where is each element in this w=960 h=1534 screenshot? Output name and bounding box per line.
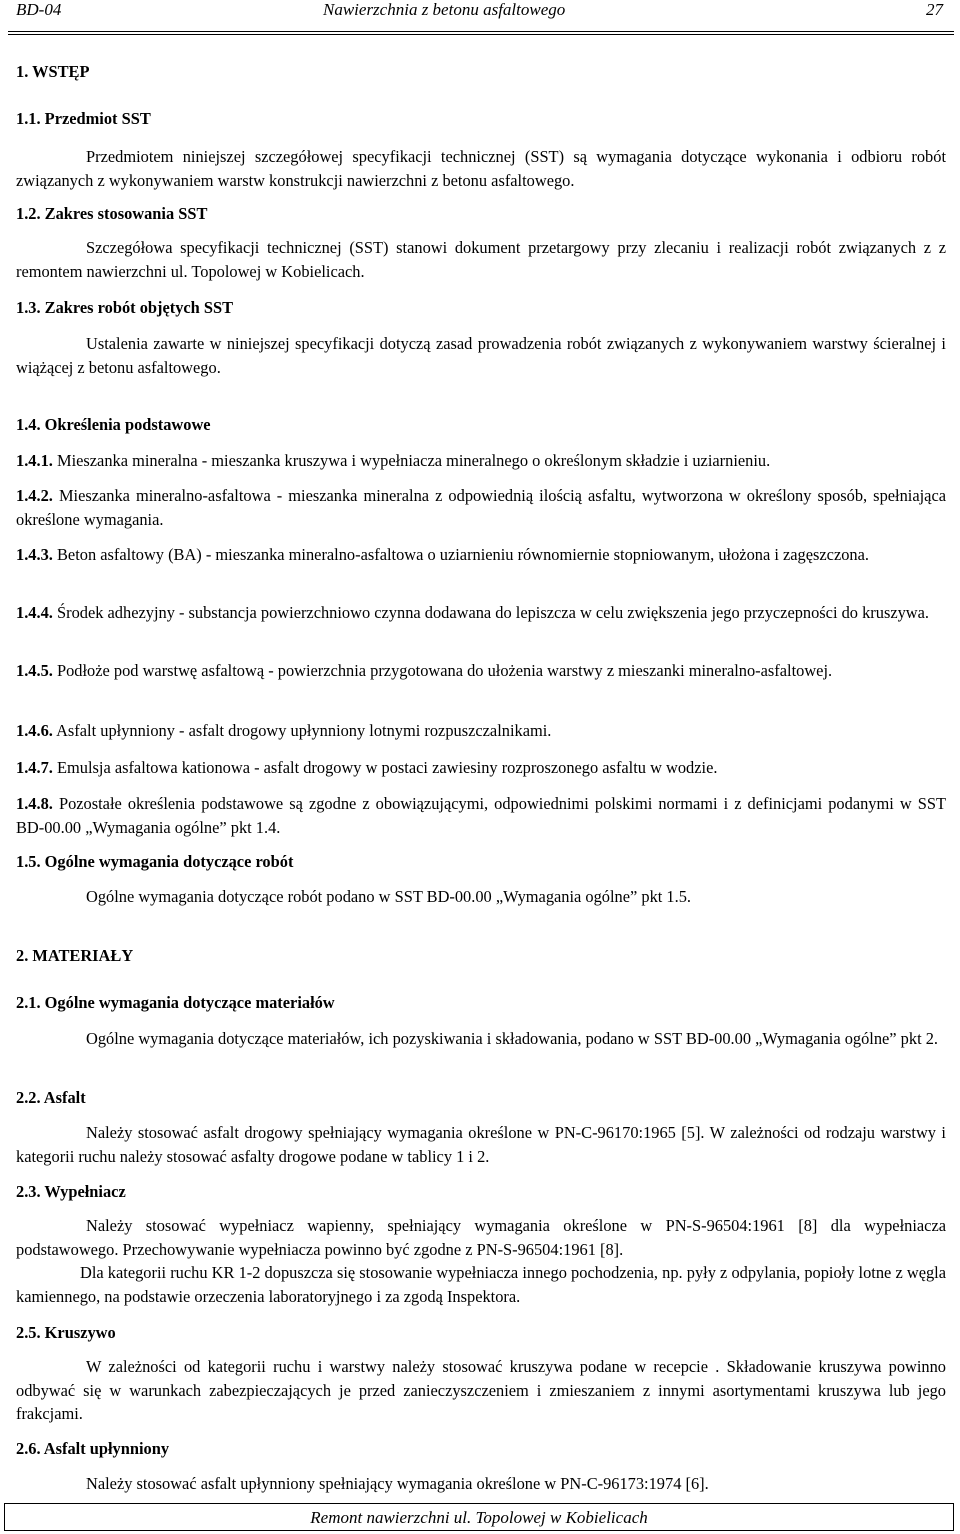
definition-1-4-7 <box>16 756 946 780</box>
definition-text: Mieszanka mineralno-asfaltowa - mieszanka mineralna z odpowiednią ilością asfaltu, wytworzona w określony sposób, spełniająca określone wymagania. <box>16 486 946 529</box>
definition-text: Beton asfaltowy (BA) - mieszanka mineralno-asfaltowa o uziarnieniu równomiernie stopniowanym, ułożona i zagęszczona. <box>57 545 869 564</box>
definition-number: 1.4.7. <box>16 758 53 777</box>
definition-text: Asfalt upłynniony - asfalt drogowy upłynniony lotnymi rozpuszczalnikami. <box>56 721 552 740</box>
heading-zakres-robot: 1.3. Zakres robót objętych SST <box>16 298 234 317</box>
definition-number: 1.4.4. <box>16 603 53 622</box>
definition-1-4-6 <box>16 719 946 743</box>
definition-number: 1.4.1. <box>16 451 53 470</box>
para-zakres-robot: Ustalenia zawarte w niniejszej specyfikacji dotyczą zasad prowadzenia robót związanych z wykonywaniem warstwy ścieralnej i wiążącej z betonu asfaltowego. <box>16 334 946 377</box>
definition-text: Środek adhezyjny - substancja powierzchniowo czynna dodawana do lepiszcza w celu zwiększenia jego przyczepności do kruszywa. <box>57 603 930 622</box>
heading-przedmiot: 1.1. Przedmiot SST <box>16 109 151 128</box>
para-asfalt-uplynniony: Należy stosować asfalt upłynniony spełniający wymagania określone w PN-C-96173:1974 [6]. <box>86 1474 709 1493</box>
heading-kruszywo: 2.5. Kruszywo <box>16 1323 116 1342</box>
header-code: BD-04 <box>16 0 62 19</box>
heading-wypelniacz: 2.3. Wypełniacz <box>16 1182 126 1201</box>
para-wypelniacz-2: Dla kategorii ruchu KR 1-2 dopuszcza się stosowanie wypełniacza innego pochodzenia, np. pyły z odpylania, popioły lotne z węgla kamiennego, na podstawie orzeczenia laboratoryjnego i za zgodą Inspektora. <box>16 1263 946 1306</box>
footer-text: Remont nawierzchni ul. Topolowej w Kobielicach <box>310 1508 648 1527</box>
header-rule <box>8 31 954 32</box>
heading-okreslenia: 1.4. Określenia podstawowe <box>16 415 211 434</box>
header-title: Nawierzchnia z betonu asfaltowego <box>323 0 566 19</box>
definition-1-4-8 <box>16 792 946 839</box>
definition-text: Mieszanka mineralna - mieszanka kruszywa i wypełniacza mineralnego o określonym składzie i uziarnieniu. <box>57 451 771 470</box>
header-page-number: 27 <box>926 0 943 19</box>
heading-zakres-stosowania: 1.2. Zakres stosowania SST <box>16 204 208 223</box>
heading-materialy: 2. MATERIAŁY <box>16 946 134 965</box>
definition-number: 1.4.8. <box>16 794 53 813</box>
para-wypelniacz-1: Należy stosować wypełniacz wapienny, spełniający wymagania określone w PN-S-96504:1961 [8] dla wypełniacza podstawowego. Przechowywanie wypełniacza powinno być zgodne z PN-S-96504:1961 [8]. <box>16 1216 946 1259</box>
heading-ogolne-wymagania-materialow: 2.1. Ogólne wymagania dotyczące materiałów <box>16 993 335 1012</box>
page-header <box>0 0 960 30</box>
page-footer <box>4 1503 954 1531</box>
definition-1-4-3 <box>16 543 946 567</box>
heading-asfalt: 2.2. Asfalt <box>16 1088 86 1107</box>
para-ogolne-wymagania-materialow: Ogólne wymagania dotyczące materiałów, ich pozyskiwania i składowania, podano w SST BD-00.00 „Wymagania ogólne” pkt 2. <box>86 1029 939 1048</box>
heading-ogolne-wymagania-robot: 1.5. Ogólne wymagania dotyczące robót <box>16 852 294 871</box>
definition-1-4-1 <box>16 449 946 473</box>
definition-text: Pozostałe określenia podstawowe są zgodne z obowiązującymi, odpowiednimi polskimi normami i z definicjami podanymi w SST BD-00.00 „Wymagania ogólne” pkt 1.4. <box>16 794 946 837</box>
definition-number: 1.4.2. <box>16 486 53 505</box>
definition-number: 1.4.3. <box>16 545 53 564</box>
definition-text: Podłoże pod warstwę asfaltową - powierzchnia przygotowana do ułożenia warstwy z mieszanki mineralno-asfaltowej. <box>57 661 833 680</box>
para-zakres-stosowania: Szczegółowa specyfikacji technicznej (SST) stanowi dokument przetargowy przy zlecaniu i realizacji robót związanych z z remontem nawierzchni ul. Topolowej w Kobielicach. <box>16 238 946 281</box>
para-ogolne-wymagania-robot: Ogólne wymagania dotyczące robót podano w SST BD-00.00 „Wymagania ogólne” pkt 1.5. <box>86 887 692 906</box>
para-kruszywo: W zależności od kategorii ruchu i warstwy należy stosować kruszywa podane w recepcie . Składowanie kruszywa powinno odbywać się w warunkach zabezpieczających je przed zanieczyszczeniem i zmieszaniem z innymi asortymentami kruszywa lub jego frakcjami. <box>16 1357 946 1423</box>
para-asfalt: Należy stosować asfalt drogowy spełniający wymagania określone w PN-C-96170:1965 [5]. W zależności od rodzaju warstwy i kategorii ruchu należy stosować asfalty drogowe podane w tablicy 1 i 2. <box>16 1123 946 1166</box>
definition-1-4-5 <box>16 659 946 683</box>
heading-asfalt-uplynniony: 2.6. Asfalt upłynniony <box>16 1439 170 1458</box>
header-rule-secondary <box>8 34 954 35</box>
definition-number: 1.4.5. <box>16 661 53 680</box>
definition-1-4-4 <box>16 601 946 625</box>
definition-text: Emulsja asfaltowa kationowa - asfalt drogowy w postaci zawiesiny rozproszonego asfaltu w wodzie. <box>57 758 718 777</box>
para-przedmiot: Przedmiotem niniejszej szczegółowej specyfikacji technicznej (SST) są wymagania dotyczące wykonania i odbioru robót związanych z wykonywaniem warstw konstrukcji nawierzchni z betonu asfaltowego. <box>16 147 946 190</box>
definition-1-4-2 <box>16 484 946 531</box>
heading-wstep: 1. WSTĘP <box>16 62 90 81</box>
definition-number: 1.4.6. <box>16 721 53 740</box>
